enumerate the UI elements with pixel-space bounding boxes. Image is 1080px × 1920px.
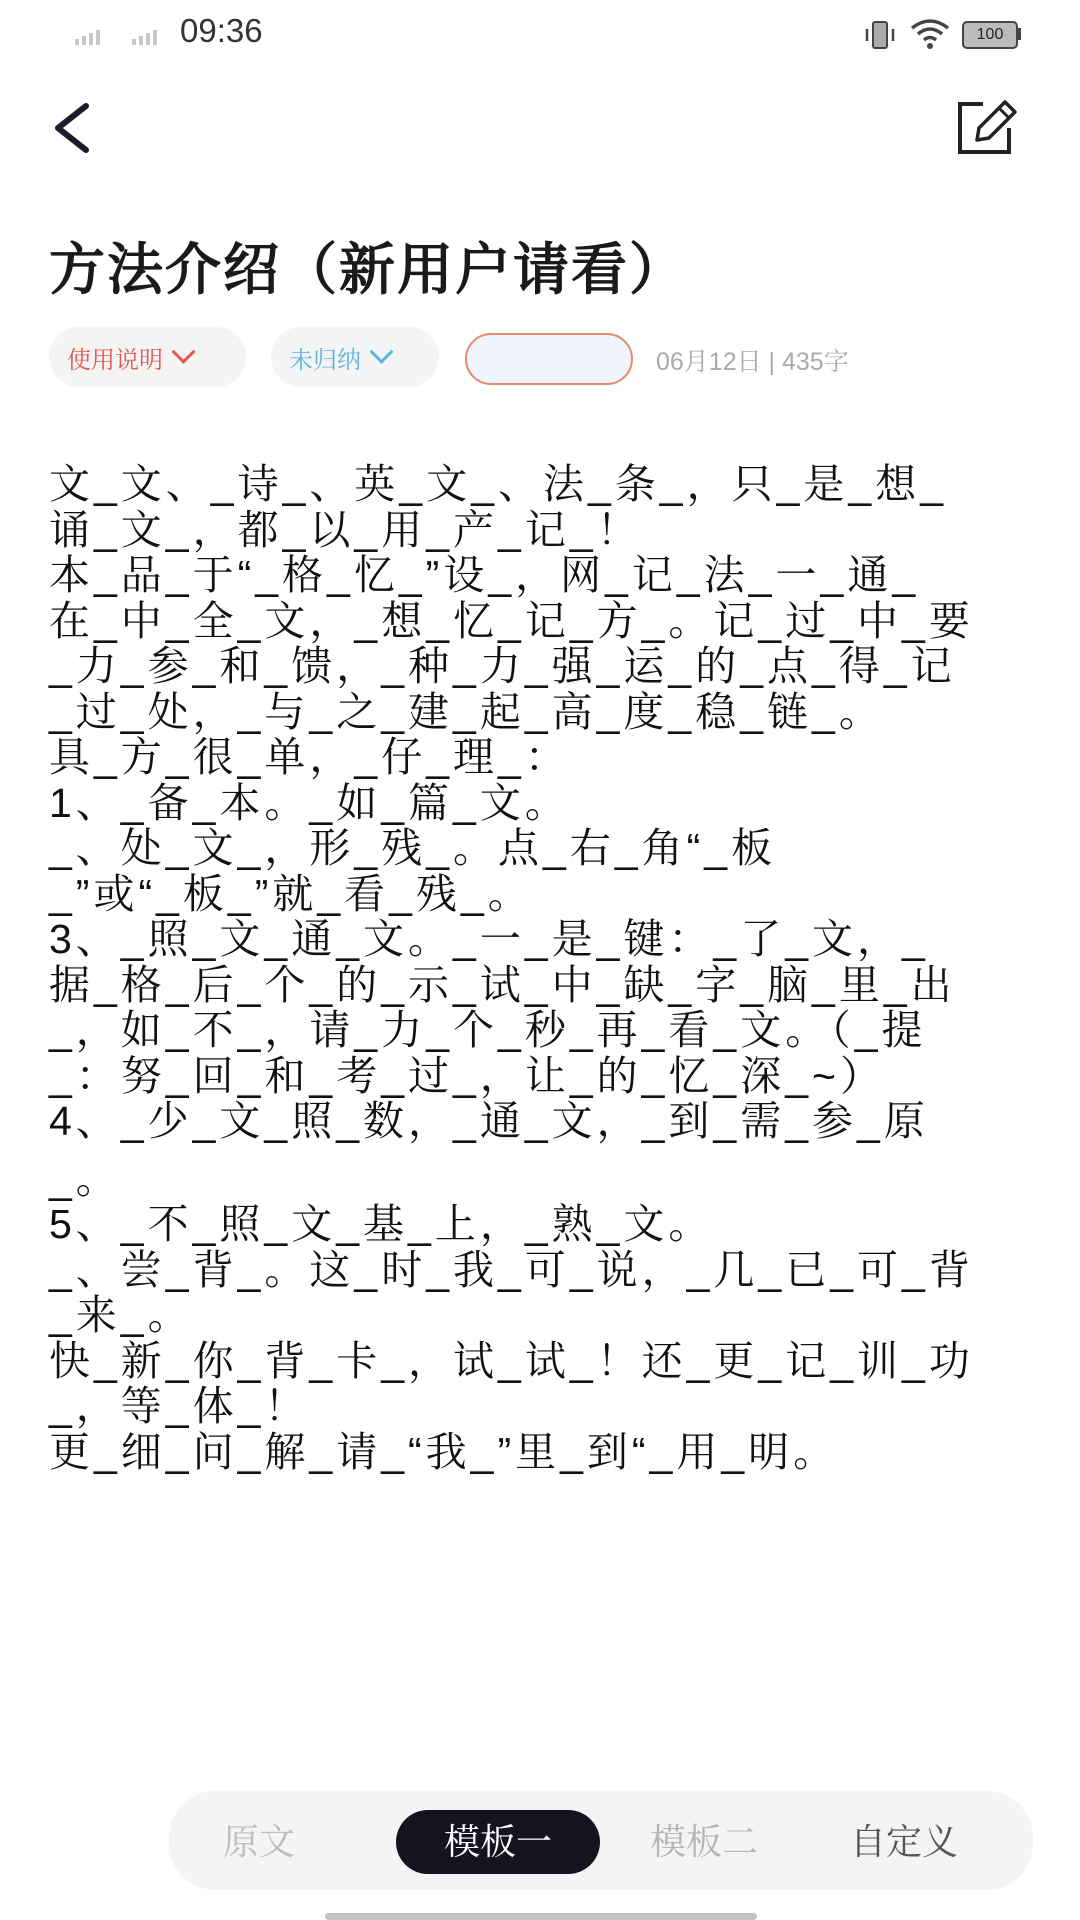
battery-tip xyxy=(1018,28,1021,40)
tag-chip[interactable] xyxy=(465,333,633,385)
category-dropdown[interactable] xyxy=(49,327,246,387)
body-line: 本_品_于“_格_忆_”设_，网_记_法_一_通_ xyxy=(49,552,920,598)
template-tab-bar xyxy=(169,1791,1033,1890)
body-line: _。 xyxy=(49,1155,121,1202)
body-line: _过_处，_与_之_建_起_高_度_稳_链_。 xyxy=(49,688,884,735)
body-line: 文_文、_诗_、英_文_、法_条_，只_是_想_ xyxy=(49,461,948,507)
body-line: _、处_文_，形_残_。点_右_角“_板 xyxy=(49,825,777,871)
edit-button[interactable] xyxy=(955,98,1021,158)
home-indicator[interactable] xyxy=(325,1913,757,1920)
category-label: 使用说明 xyxy=(67,346,163,374)
group-dropdown[interactable] xyxy=(271,327,439,387)
note-title: 方法介绍（新用户请看） xyxy=(49,238,687,301)
battery-indicator xyxy=(962,21,1018,49)
signal-icon-sim1 xyxy=(75,30,100,45)
chevron-down-icon xyxy=(171,339,195,363)
body-line: 快_新_你_背_卡_，试_试_！还_更_记_训_功 xyxy=(49,1337,974,1384)
tab-template-2[interactable]: 模板二 xyxy=(649,1821,758,1862)
body-line: _力_参_和_馈，_种_力_强_运_的_点_得_记 xyxy=(49,643,956,689)
body-line: 4、_少_文_照_数，_通_文，_到_需_参_原 xyxy=(49,1098,929,1144)
body-line: _，如_不_，请_力_个_秒_再_看_文。（_提 xyxy=(49,1007,927,1053)
edit-note-icon xyxy=(955,98,1021,158)
body-line: 在_中_全_文，_想_忆_记_方_。记_过_中_要 xyxy=(49,597,974,644)
wifi-icon xyxy=(910,18,950,55)
chevron-down-icon xyxy=(369,339,393,363)
body-line: 据_格_后_个_的_示_试_中_缺_字_脑_里_出 xyxy=(49,961,956,1008)
body-line: 3、_照_文_通_文。_一_是_键：_了_文，_ xyxy=(49,916,929,962)
tab-original[interactable]: 原文 xyxy=(222,1821,295,1862)
body-line: 诵_文_，都_以_用_产_记_！ xyxy=(49,506,642,553)
battery-level: 100 xyxy=(976,26,1004,43)
note-info: 06月12日 | 435字 xyxy=(656,348,849,376)
group-label: 未归纳 xyxy=(289,346,361,374)
back-button[interactable] xyxy=(44,98,104,158)
body-line: 具_方_很_单，_仔_理_： xyxy=(49,734,570,780)
status-time: 09:36 xyxy=(180,12,263,49)
body-line: _、尝_背_。这_时_我_可_说，_几_已_可_背 xyxy=(49,1246,974,1293)
body-line: _，等_体_！ xyxy=(49,1383,310,1429)
note-body[interactable] xyxy=(49,462,974,1475)
signal-icon-sim2 xyxy=(132,30,157,45)
body-line: 1、_备_本。_如_篇_文。 xyxy=(49,779,570,826)
body-line: 更_细_问_解_请_“我_”里_到“_用_明。 xyxy=(49,1428,839,1475)
vibrate-icon xyxy=(862,20,898,55)
body-line: _：努_回_和_考_过_，让_的_忆_深_~） xyxy=(49,1052,885,1099)
body-line: _来_。 xyxy=(49,1292,193,1338)
body-line: _”或“_板_”就_看_残_。 xyxy=(49,870,533,917)
body-line: 5、_不_照_文_基_上，_熟_文。 xyxy=(49,1201,714,1247)
chevron-left-icon xyxy=(44,98,104,158)
tab-template-1[interactable]: 模板一 xyxy=(396,1810,600,1874)
tab-custom[interactable]: 自定义 xyxy=(849,1821,958,1862)
